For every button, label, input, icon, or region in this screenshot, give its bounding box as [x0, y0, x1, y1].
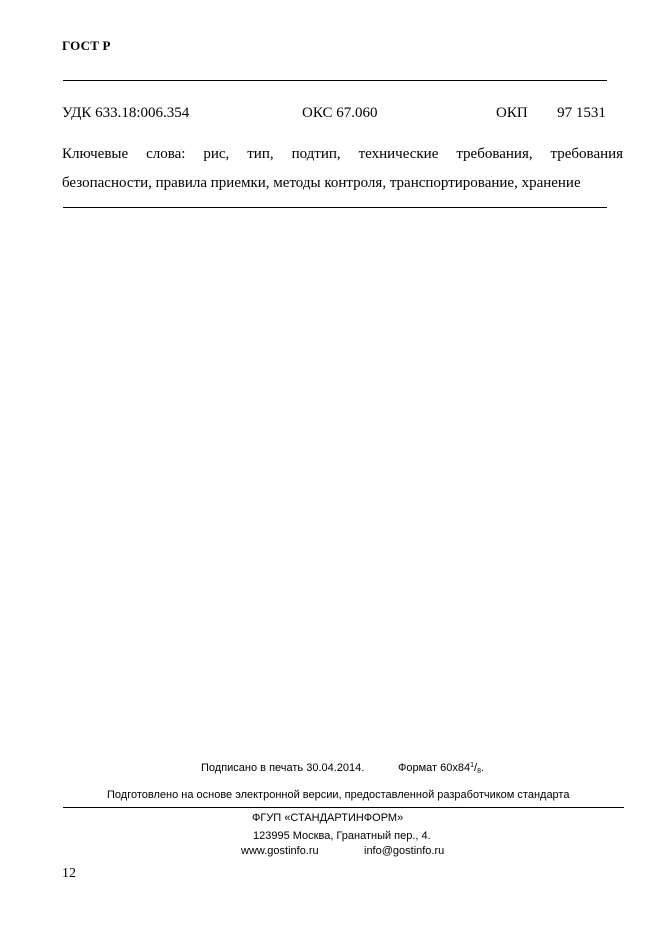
standard-header: ГОСТ Р [62, 38, 111, 53]
publisher-address: 123995 Москва, Гранатный пер., 4. [253, 830, 431, 842]
format-prefix: Формат 60х84 [398, 762, 471, 774]
top-divider [63, 80, 607, 81]
format-suffix: . [480, 762, 485, 774]
okp-code [496, 105, 606, 122]
keywords-line-2: безопасности, правила приемки, методы контроля, транспортирование, хранение [62, 175, 581, 191]
keyword-item: требования, [456, 146, 533, 162]
udk-code: УДК 633.18:006.354 [62, 105, 190, 121]
format-numerator: 1 [470, 762, 475, 769]
keyword-item: тип, [247, 146, 274, 162]
page-number: 12 [62, 866, 76, 881]
keyword-item: технические [358, 146, 439, 162]
prepared-note: Подготовлено на основе электронной версии, предоставленной разработчиком стандарта [107, 789, 570, 801]
keyword-item: требования [550, 146, 624, 162]
format-denominator: 8 [477, 768, 481, 775]
publisher-website: www.gostinfo.ru [241, 845, 319, 857]
keywords-block [62, 140, 623, 198]
keywords-line-1 [62, 140, 623, 169]
bottom-divider [63, 207, 607, 208]
footer-divider [63, 807, 624, 808]
keyword-item: подтип, [291, 146, 341, 162]
paper-format: Формат $60х84^1/_8$. [398, 762, 485, 775]
okp-value: 97 1531 [557, 105, 606, 121]
keywords-label: Ключевые слова: [62, 146, 186, 162]
publisher-name: ФГУП «СТАНДАРТИНФОРМ» [252, 812, 404, 824]
publisher-email: info@gostinfo.ru [364, 845, 445, 857]
oks-code: ОКС 67.060 [302, 105, 378, 121]
keyword-item: рис, [203, 146, 230, 162]
signed-to-print: Подписано в печать 30.04.2014. [201, 762, 365, 774]
okp-label: ОКП [496, 105, 528, 121]
